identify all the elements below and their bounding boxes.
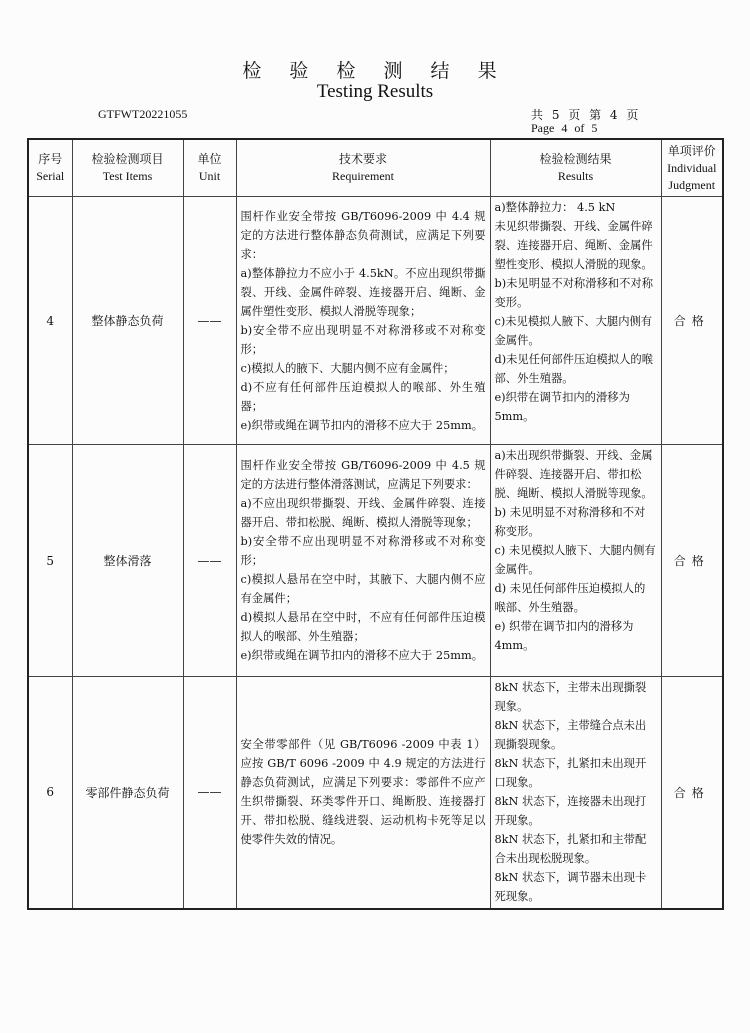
results-table bbox=[27, 138, 724, 910]
row-results: a)整体静拉力： 4.5 kN 未见织带撕裂、开线、金属件碎裂、连接器开启、绳断、金属件塑性变形、模拟人滑脱的现象。 b)未见明显不对称滑移和不对称变形。 c)未见模拟人腋下、大腿内侧有金属件。 d)未见任何部件压迫模拟人的喉部、外生殖器。 e)织带在调节扣内的滑移为 5mm。 bbox=[490, 197, 661, 445]
row-unit: —— bbox=[183, 677, 236, 909]
page-title-en: Testing Results bbox=[316, 81, 434, 102]
row-judgment: 合格 bbox=[661, 445, 723, 677]
row-requirement: 围杆作业安全带按 GB/T6096-2009 中 4.4 规定的方法进行整体静态负荷测试，应满足下列要求： a)整体静拉力不应小于 4.5kN。不应出现织带撕裂、开线、金属件碎裂、连接器开启、绳断、金属件塑性变形、模拟人滑脱等现象； b)安全带不应出现明显不对称滑移或不对称变形； c)模拟人的腋下、大腿内侧不应有金属件； d)不应有任何部件压迫模拟人的喉部、外生殖器； e)织带或绳在调节扣内的滑移不应大于 25mm。 bbox=[236, 197, 490, 445]
row-serial: 5 bbox=[28, 445, 72, 677]
header-unit: 单位 Unit bbox=[183, 139, 236, 197]
row-unit: —— bbox=[183, 197, 236, 445]
row-test-item: 整体静态负荷 bbox=[72, 197, 183, 445]
table-row bbox=[28, 197, 723, 445]
row-requirement: 安全带零部件（见 GB/T6096 -2009 中表 1）应按 GB/T 6096 -2009 中 4.9 规定的方法进行静态负荷测试，应满足下列要求：零部件不应产生织带撕裂、环类零件开口、绳断股、连接器打开、带扣松脱、缝线进裂、运动机构卡死等足以使零件失效的情况。 bbox=[236, 677, 490, 909]
table-row bbox=[28, 677, 723, 909]
row-test-item: 零部件静态负荷 bbox=[72, 677, 183, 909]
header-serial: 序号 Serial bbox=[28, 139, 72, 197]
row-unit: —— bbox=[183, 445, 236, 677]
row-requirement: 围杆作业安全带按 GB/T6096-2009 中 4.5 规定的方法进行整体滑落测试，应满足下列要求： a)不应出现织带撕裂、开线、金属件碎裂、连接器开启、带扣松脱、绳断、模拟人滑脱等现象； b)安全带不应出现明显不对称滑移或不对称变形； c)模拟人悬吊在空中时，其腋下、大腿内侧不应有金属件； d)模拟人悬吊在空中时，不应有任何部件压迫模拟人的喉部、外生殖器； e)织带或绳在调节扣内的滑移不应大于 25mm。 bbox=[236, 445, 490, 677]
report-number: GTFWT20221055 bbox=[98, 107, 188, 121]
header-results: 检验检测结果 Results bbox=[490, 139, 661, 197]
row-serial: 6 bbox=[28, 677, 72, 909]
row-test-item: 整体滑落 bbox=[72, 445, 183, 677]
page-info-cn: 共 5 页 第 4 页 bbox=[531, 108, 639, 122]
header-requirement: 技术要求 Requirement bbox=[236, 139, 490, 197]
header-test-items: 检验检测项目 Test Items bbox=[72, 139, 183, 197]
row-results: 8kN 状态下，主带未出现撕裂现象。 8kN 状态下，主带缝合点未出现撕裂现象。 8kN 状态下，扎紧扣未出现开口现象。 8kN 状态下，连接器未出现打开现象。 8kN 状态下，扎紧扣和主带配合未出现松脱现象。 8kN 状态下，调节器未出现卡死现象。 bbox=[490, 677, 661, 909]
table-row bbox=[28, 445, 723, 677]
header-judgment: 单项评价 Individual Judgment bbox=[661, 139, 723, 197]
row-judgment: 合格 bbox=[661, 197, 723, 445]
table-header-row bbox=[28, 139, 723, 197]
row-results: a)未出现织带撕裂、开线、金属件碎裂、连接器开启、带扣松脱、绳断、模拟人滑脱等现象。 b) 未见明显不对称滑移和不对称变形。 c) 未见模拟人腋下、大腿内侧有金属件。 d) 未见任何部件压迫模拟人的喉部、外生殖器。 e) 织带在调节扣内的滑移为 4mm。 bbox=[490, 445, 661, 677]
page-info-en: Page 4 of 5 bbox=[531, 121, 598, 135]
page-title-cn: 检 验 检 测 结 果 bbox=[242, 60, 508, 82]
row-judgment: 合格 bbox=[661, 677, 723, 909]
row-serial: 4 bbox=[28, 197, 72, 445]
